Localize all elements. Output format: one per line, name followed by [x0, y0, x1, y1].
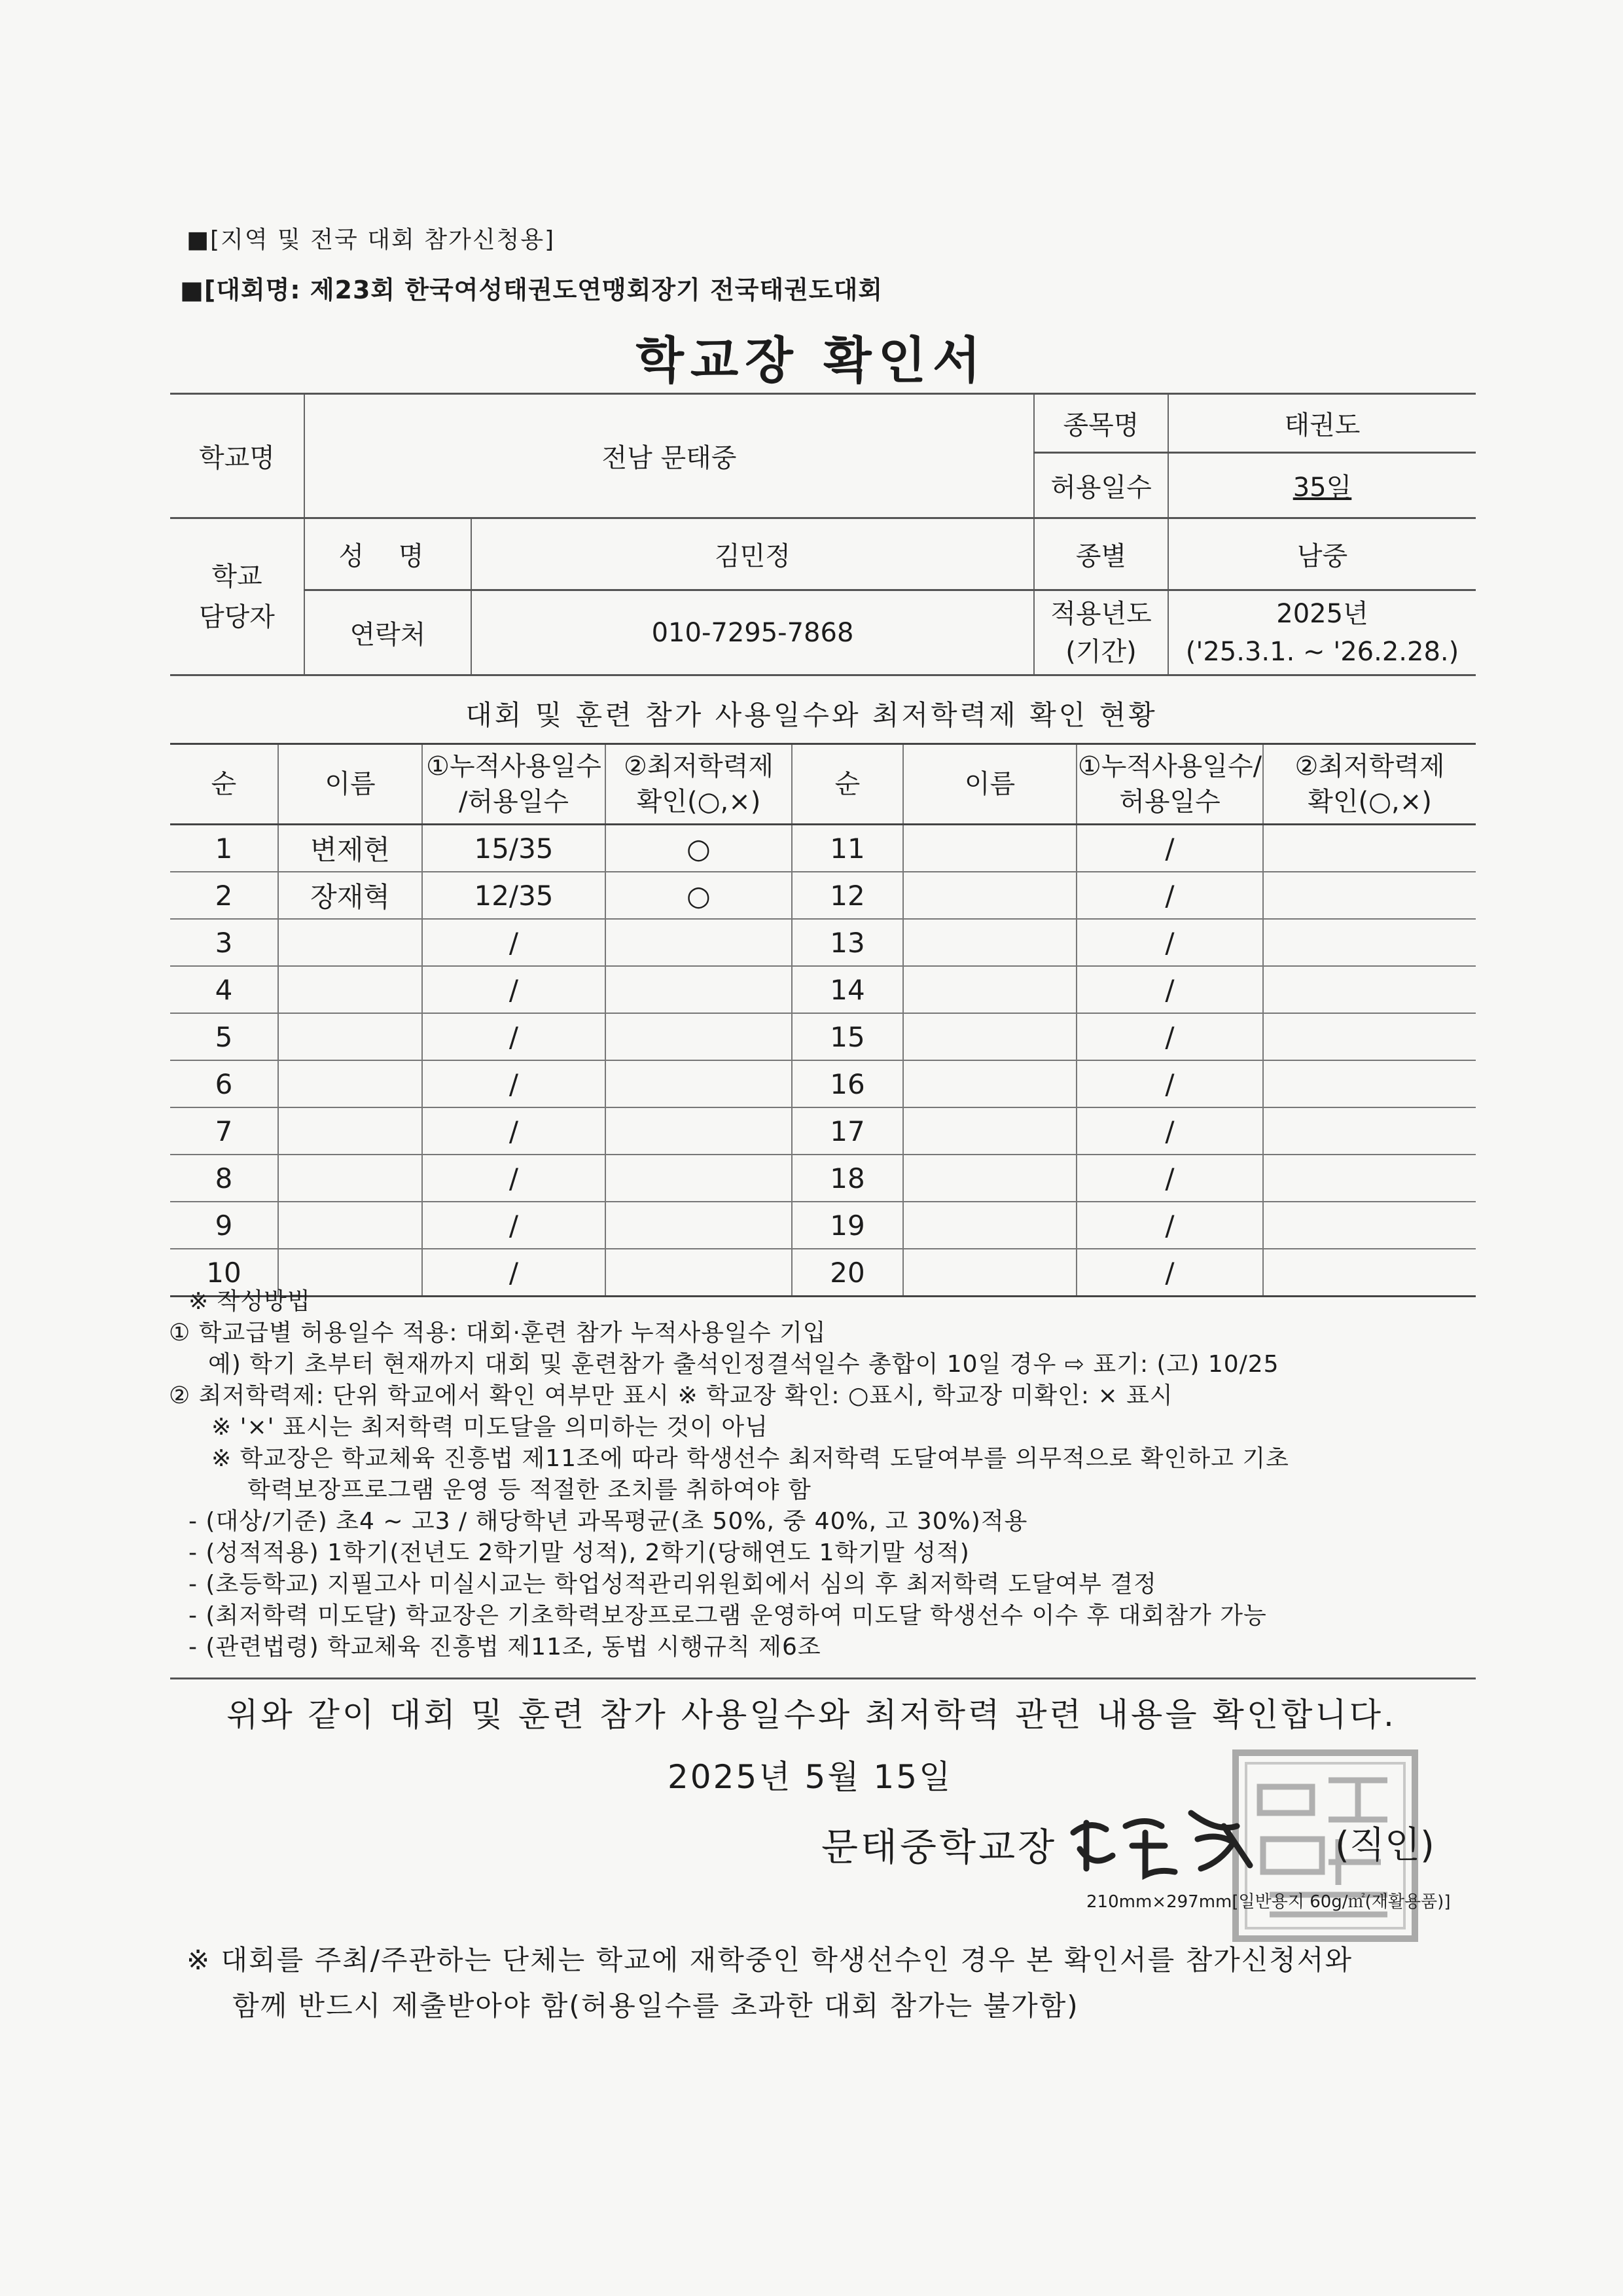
row-no-right: 16 [792, 1060, 903, 1107]
col-used-right-line2: 허용일수 [1119, 787, 1221, 817]
sport-value: 태권도 [1168, 394, 1476, 453]
table-row [170, 1107, 1476, 1155]
manager-label [170, 518, 304, 675]
attendance-table [170, 743, 1476, 1297]
allowed-days-value: 35일 [1293, 473, 1352, 503]
row-conf-left [605, 919, 792, 966]
row-name-left [278, 919, 422, 966]
row-name-left [278, 1155, 422, 1202]
notes-heading: ※ 작성방법 [188, 1288, 311, 1315]
row-no-left: 7 [170, 1107, 278, 1155]
row-conf-right [1263, 1155, 1476, 1202]
row-conf-right [1263, 872, 1476, 919]
principal-title: 문태중학교장 [821, 1825, 1058, 1869]
row-used-right: / [1077, 1202, 1263, 1249]
category-label: 종별 [1034, 518, 1168, 590]
detail-4: - (최저학력 미도달) 학교장은 기초학력보장프로그램 운영하여 미도달 학생선수 이수 후 대회참가 가능 [188, 1602, 1267, 1629]
row-used-right: / [1077, 1060, 1263, 1107]
school-name-value: 전남 문태중 [304, 394, 1034, 518]
row-name-right [903, 825, 1077, 872]
row-conf-left [605, 1060, 792, 1107]
allowed-days-cell [1168, 453, 1476, 518]
year-value-line: 2025년 [1276, 598, 1368, 629]
note-2-b2: 학력보장프로그램 운영 등 적절한 조치를 취하여야 함 [247, 1477, 812, 1503]
manager-name-label: 성 명 [304, 518, 471, 590]
paper-spec: 210mm×297mm[일반용지 60g/㎡(재활용품)] [1086, 1892, 1451, 1912]
row-conf-right [1263, 1013, 1476, 1060]
row-conf-left [605, 1155, 792, 1202]
row-no-right: 18 [792, 1155, 903, 1202]
row-used-left: / [422, 966, 605, 1013]
table-row [170, 825, 1476, 872]
detail-1: - (대상/기준) 초4 ~ 고3 / 해당학년 과목평균(초 50%, 중 40%, 고 30%)적용 [188, 1508, 1028, 1535]
note-2: ② 최저학력제: 단위 학교에서 확인 여부만 표시 ※ 학교장 확인: ○표시, 학교장 미확인: × 표시 [169, 1382, 1173, 1409]
row-no-right: 20 [792, 1249, 903, 1297]
seal-note: (직인) [1335, 1824, 1435, 1867]
col-used-left [422, 744, 605, 825]
row-used-right: / [1077, 872, 1263, 919]
school-name-label: 학교명 [170, 394, 304, 518]
row-used-left: / [422, 1107, 605, 1155]
issue-date: 2025년 5월 15일 [668, 1758, 953, 1796]
row-used-left: / [422, 1249, 605, 1297]
row-no-left: 9 [170, 1202, 278, 1249]
row-name-right [903, 1013, 1077, 1060]
row-name-right [903, 1107, 1077, 1155]
detail-2: - (성적적용) 1학기(전년도 2학기말 성적), 2학기(당해연도 1학기말 성적) [188, 1539, 970, 1566]
detail-5: - (관련법령) 학교체육 진흥법 제11조, 동법 시행규칙 제6조 [188, 1634, 821, 1660]
contact-value: 010-7295-7868 [471, 590, 1034, 675]
manager-name-value: 김민정 [471, 518, 1034, 590]
row-no-left: 4 [170, 966, 278, 1013]
row-name-left: 변제현 [278, 825, 422, 872]
manager-label-line2: 담당자 [199, 601, 275, 632]
footer-line-1: ※ 대회를 주최/주관하는 단체는 학교에 재학중인 학생선수인 경우 본 확인서를 참가신청서와 [187, 1944, 1353, 1976]
competition-name-header: ■[대회명: 제23회 한국여성태권도연맹회장기 전국태권도대회 [180, 276, 883, 304]
note-2-b1: ※ 학교장은 학교체육 진흥법 제11조에 따라 학생선수 최저학력 도달여부를 의무적으로 확인하고 기초 [211, 1445, 1289, 1472]
row-used-right: / [1077, 919, 1263, 966]
row-no-right: 13 [792, 919, 903, 966]
col-no-right: 순 [792, 744, 903, 825]
table-row [170, 872, 1476, 919]
row-no-left: 6 [170, 1060, 278, 1107]
row-no-right: 12 [792, 872, 903, 919]
footer-notice [187, 1937, 1353, 2029]
period-value-line: ('25.3.1. ~ '26.2.28.) [1185, 636, 1459, 667]
col-conf-right-line2: 확인(○,×) [1308, 787, 1432, 817]
year-label-line2: (기간) [1065, 636, 1137, 667]
row-no-right: 14 [792, 966, 903, 1013]
row-name-left: 장재혁 [278, 872, 422, 919]
row-name-left [278, 1013, 422, 1060]
table-row [170, 1013, 1476, 1060]
table-header-row [170, 744, 1476, 825]
row-conf-right [1263, 919, 1476, 966]
row-no-left: 8 [170, 1155, 278, 1202]
row-used-right: / [1077, 825, 1263, 872]
document-title: 학교장 확인서 [635, 331, 988, 389]
col-name-right: 이름 [903, 744, 1077, 825]
school-info-table [170, 393, 1476, 676]
row-no-left: 1 [170, 825, 278, 872]
table-row [170, 1060, 1476, 1107]
row-used-left: 15/35 [422, 825, 605, 872]
status-subtitle: 대회 및 훈련 참가 사용일수와 최저학력제 확인 현황 [465, 699, 1158, 731]
row-conf-left: ○ [605, 872, 792, 919]
confirmation-statement: 위와 같이 대회 및 훈련 참가 사용일수와 최저학력 관련 내용을 확인합니다. [226, 1696, 1397, 1734]
row-used-right: / [1077, 966, 1263, 1013]
col-conf-left-line1: ②최저학력제 [623, 751, 774, 781]
principal-signature [1060, 1787, 1276, 1892]
table-row [170, 919, 1476, 966]
row-no-left: 3 [170, 919, 278, 966]
row-no-right: 15 [792, 1013, 903, 1060]
year-value [1168, 590, 1476, 675]
year-label [1034, 590, 1168, 675]
row-conf-right [1263, 966, 1476, 1013]
manager-label-line1: 학교 [211, 561, 262, 592]
col-conf-right [1263, 744, 1476, 825]
sport-label: 종목명 [1034, 394, 1168, 453]
row-used-left: / [422, 1060, 605, 1107]
row-conf-left: ○ [605, 825, 792, 872]
row-name-right [903, 1155, 1077, 1202]
col-used-right-line1: ①누적사용일수/ [1077, 751, 1262, 781]
instructions [169, 1286, 1478, 1663]
table-body [170, 825, 1476, 1297]
note-1-example: 예) 학기 초부터 현재까지 대회 및 훈련참가 출석인정결석일수 총합이 10일 경우 ⇨ 표기: (고) 10/25 [208, 1351, 1279, 1378]
row-name-left [278, 966, 422, 1013]
table-row [170, 966, 1476, 1013]
row-used-left: / [422, 919, 605, 966]
detail-3: - (초등학교) 지필고사 미실시교는 학업성적관리위원회에서 심의 후 최저학력 도달여부 결정 [188, 1571, 1157, 1598]
row-conf-left [605, 1013, 792, 1060]
col-used-left-line1: ①누적사용일수 [426, 751, 601, 781]
table-row [170, 1202, 1476, 1249]
row-conf-right [1263, 1107, 1476, 1155]
row-conf-left [605, 1107, 792, 1155]
row-used-left: / [422, 1013, 605, 1060]
row-name-right [903, 1202, 1077, 1249]
row-used-left: / [422, 1202, 605, 1249]
row-name-right [903, 872, 1077, 919]
row-used-right: / [1077, 1013, 1263, 1060]
row-conf-right [1263, 1060, 1476, 1107]
row-used-left: 12/35 [422, 872, 605, 919]
row-used-right: / [1077, 1107, 1263, 1155]
row-name-right [903, 966, 1077, 1013]
form-type-header: ■[지역 및 전국 대회 참가신청용] [187, 226, 556, 253]
row-no-left: 5 [170, 1013, 278, 1060]
row-used-right: / [1077, 1155, 1263, 1202]
col-conf-left-line2: 확인(○,×) [636, 787, 761, 817]
row-conf-right [1263, 1202, 1476, 1249]
row-conf-right [1263, 825, 1476, 872]
row-conf-left [605, 1202, 792, 1249]
row-no-right: 19 [792, 1202, 903, 1249]
row-used-left: / [422, 1155, 605, 1202]
col-no-left: 순 [170, 744, 278, 825]
table-row [170, 1155, 1476, 1202]
category-value: 남중 [1168, 518, 1476, 590]
contact-label: 연락처 [304, 590, 471, 675]
row-no-left: 10 [170, 1249, 278, 1297]
col-used-right [1077, 744, 1263, 825]
col-conf-left [605, 744, 792, 825]
row-name-left [278, 1202, 422, 1249]
row-name-left [278, 1060, 422, 1107]
col-conf-right-line1: ②최저학력제 [1294, 751, 1445, 781]
note-2-a: ※ '×' 표시는 최저학력 미도달을 의미하는 것이 아님 [211, 1414, 768, 1441]
allowed-days-label: 허용일수 [1034, 453, 1168, 518]
year-label-line1: 적용년도 [1050, 598, 1152, 629]
divider [170, 1677, 1476, 1679]
row-no-right: 11 [792, 825, 903, 872]
footer-line-2: 함께 반드시 제출받아야 함(허용일수를 초과한 대회 참가는 불가함) [232, 1990, 1079, 2022]
col-used-left-line2: /허용일수 [458, 787, 569, 817]
note-1: ① 학교급별 허용일수 적용: 대회·훈련 참가 누적사용일수 기입 [169, 1319, 827, 1346]
row-conf-left [605, 966, 792, 1013]
row-name-right [903, 1060, 1077, 1107]
row-no-right: 17 [792, 1107, 903, 1155]
row-used-right: / [1077, 1249, 1263, 1297]
row-name-right [903, 919, 1077, 966]
col-name-left: 이름 [278, 744, 422, 825]
row-name-left [278, 1107, 422, 1155]
row-no-left: 2 [170, 872, 278, 919]
